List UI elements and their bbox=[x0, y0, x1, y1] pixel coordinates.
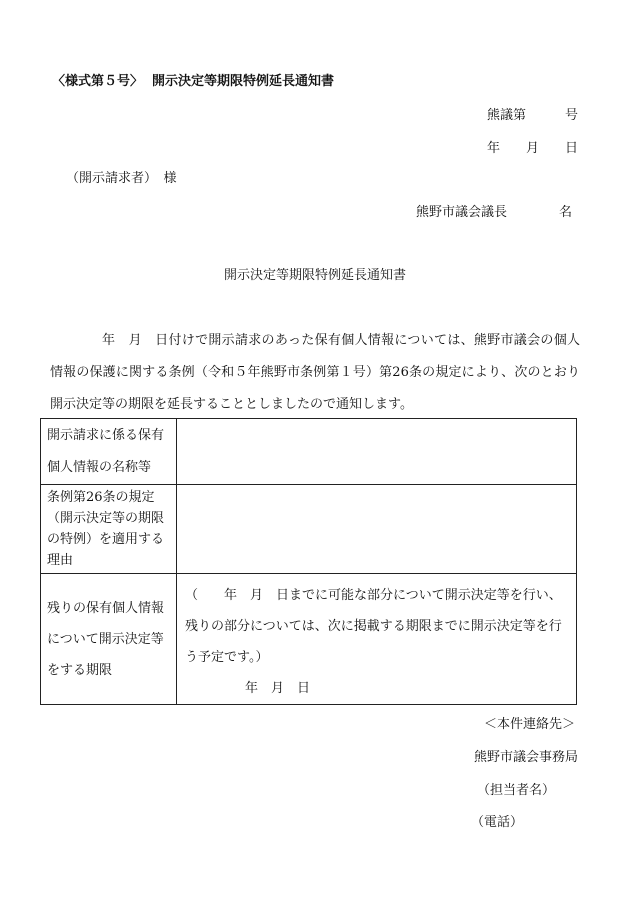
contact-person: （担当者名） bbox=[476, 783, 555, 798]
body-text: 年 月 日付けで開示請求のあった保有個人情報については、熊野市議会の個人情報の保護に関する条例（令和５年熊野市条例第１号）第26条の規定により、次のとおり開示決定等の期限を延長することとしましたので通知します。 bbox=[50, 333, 580, 412]
deadline-date: 年 月 日 bbox=[245, 681, 311, 696]
reference-number: 熊議第 号 bbox=[486, 108, 578, 123]
contact-office: 熊野市議会事務局 bbox=[473, 750, 578, 765]
table-row bbox=[41, 485, 577, 574]
contact-title: ＜本件連絡先＞ bbox=[483, 717, 575, 732]
info-table bbox=[40, 418, 577, 705]
row-label: 開示請求に係る保有個人情報の名称等 bbox=[41, 419, 177, 485]
header-title: 開示決定等期限特例延長通知書 bbox=[152, 74, 335, 89]
body-paragraph bbox=[50, 325, 580, 421]
recipient-line: （開示請求者） 様 bbox=[66, 171, 177, 186]
row-content bbox=[177, 574, 577, 705]
contact-phone: （電話） bbox=[470, 815, 523, 830]
row-label: 条例第26条の規定（開示決定等の期限の特例）を適用する理由 bbox=[41, 485, 177, 574]
row-content bbox=[177, 485, 577, 574]
row-content bbox=[177, 419, 577, 485]
form-number-label: 〈様式第５号〉 bbox=[52, 74, 144, 89]
row-label: 残りの保有個人情報について開示決定等をする期限 bbox=[41, 574, 177, 705]
table-row bbox=[41, 419, 577, 485]
deadline-text: （ 年 月 日までに可能な部分について開示決定等を行い、残りの部分については、次に掲載する期限までに開示決定等を行う予定です。） bbox=[185, 588, 562, 665]
document-title: 開示決定等期限特例延長通知書 bbox=[223, 268, 406, 283]
issue-date: 年 月 日 bbox=[486, 141, 578, 156]
table-row bbox=[41, 574, 577, 705]
sender-line: 熊野市議会議長 名 bbox=[415, 205, 572, 220]
